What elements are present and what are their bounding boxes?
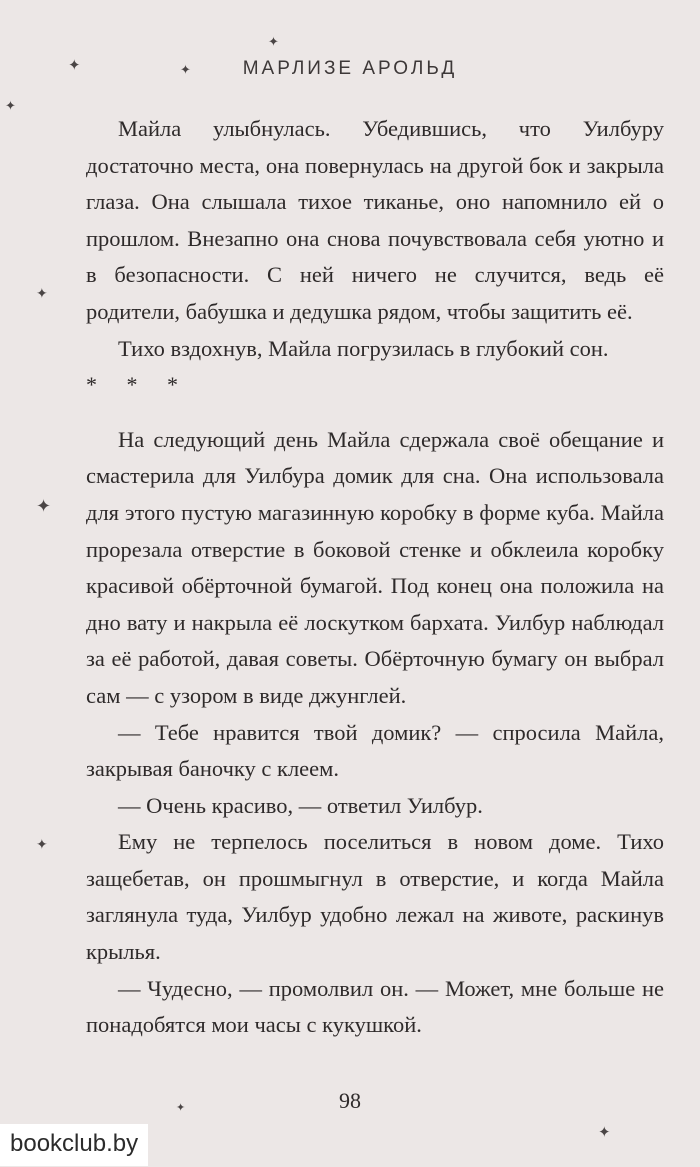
sparkle-icon: ✦ [268, 35, 279, 50]
paragraph: — Чудесно, — промолвил он. — Может, мне больше не понадобятся мои часы с кукушкой. [86, 975, 664, 1038]
paragraph: Тихо вздохнув, Майла погрузилась в глубокий сон. [118, 335, 609, 361]
sparkle-icon: ✦ [68, 56, 81, 74]
sparkle-icon: ✦ [5, 99, 16, 114]
section-separator: * * * [86, 372, 190, 398]
sparkle-icon: ✦ [36, 496, 52, 517]
paragraph: Майла улыбнулась. Убедившись, что Уилбуру достаточно места, она повернулась на другой бок и закрыла глаза. Она слышала тихое тиканье, оно напомнило ей о прошлом. Внезапно она снова почувствовала себя уютно и в безопасности. С ней ничего не случится, ведь её родители, бабушка и дедушка рядом, чтобы защитить её. [86, 116, 664, 324]
paragraph: На следующий день Майла сдержала своё обещание и смастерила для Уилбура домик для сна. Она использовала для этого пустую магазинную коробку в форме куба. Майла прорезала отверстие в боковой стенке и обклеила коробку красивой обёрточной бумагой. Под конец она положила на дно вату и накрыла её лоскутком бархата. Уилбур наблюдал за её работой, давая советы. Обёрточную бумагу он выбрал сам — с узором в виде джунглей. [86, 426, 664, 708]
paragraph: — Очень красиво, — ответил Уилбур. [118, 792, 483, 818]
running-header: МАРЛИЗЕ АРОЛЬД [242, 58, 458, 79]
page-number: 98 [339, 1088, 361, 1113]
sparkle-icon: ✦ [36, 286, 48, 302]
sparkle-icon: ✦ [36, 837, 48, 853]
spacer [86, 404, 664, 422]
watermark: bookclub.by [0, 1124, 148, 1166]
paragraph: Ему не терпелось поселиться в новом доме. Тихо защебетав, он прошмыгнул в отверстие, и когда Майла заглянула туда, Уилбур удобно лежал на животе, раскинув крылья. [86, 829, 664, 965]
sparkle-icon: ✦ [180, 63, 191, 78]
body-text [86, 111, 664, 1044]
sparkle-icon: ✦ [176, 1101, 186, 1114]
paragraph: — Тебе нравится твой домик? — спросила Майла, закрывая баночку с клеем. [86, 719, 664, 782]
sparkle-icon: ✦ [598, 1123, 611, 1141]
